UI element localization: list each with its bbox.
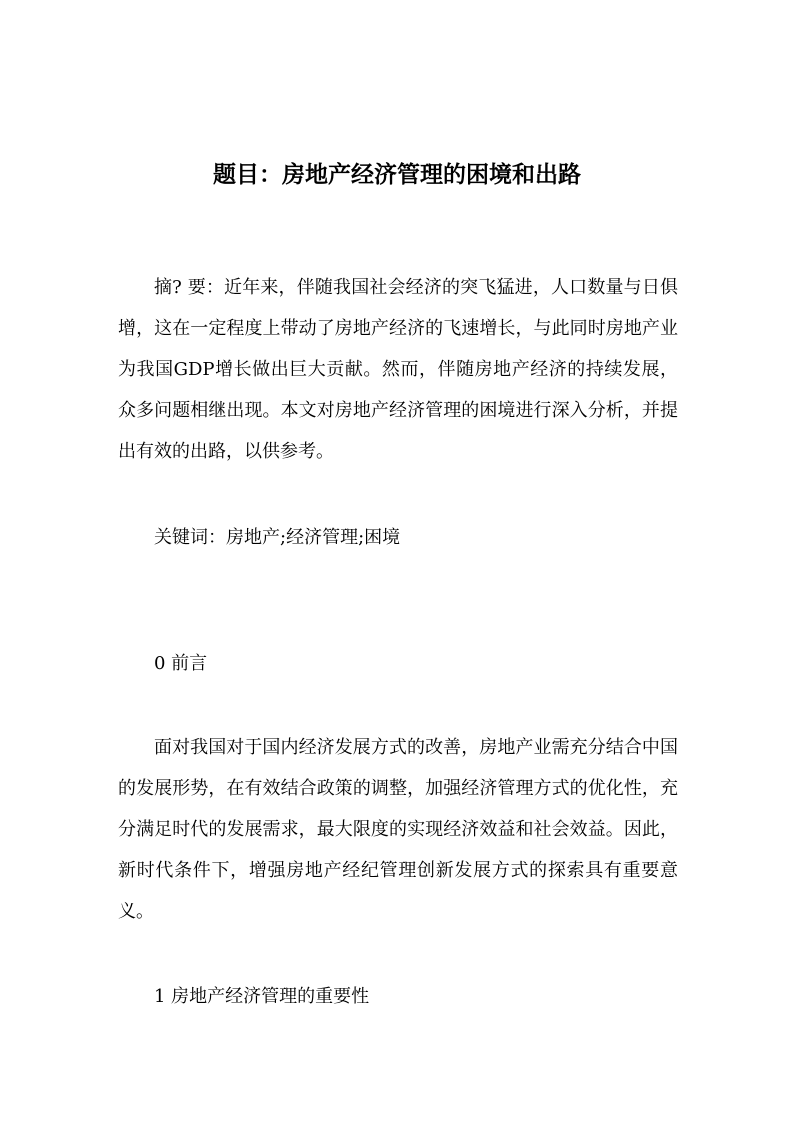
abstract-paragraph: 摘? 要：近年来，伴随我国社会经济的突飞猛进，人口数量与日俱增，这在一定程度上带动了房地产经济的飞速增长，与此同时房地产业为我国GDP增长做出巨大贡献。然而，伴随房地产经济的持续发展，众多问题相继出现。本文对房地产经济管理的困境进行深入分析，并提出有效的出路，以供参考。 bbox=[118, 277, 678, 462]
document-title: 题目：房地产经济管理的困境和出路 bbox=[213, 162, 581, 188]
preface-paragraph: 面对我国对于国内经济发展方式的改善，房地产业需充分结合中国的发展形势，在有效结合政策的调整，加强经济管理方式的优化性，充分满足时代的发展需求，最大限度的实现经济效益和社会效益。因此，新时代条件下，增强房地产经纪管理创新发展方式的探索具有重要意义。 bbox=[118, 737, 678, 922]
keywords-line: 关键词：房地产;经济管理;困境 bbox=[154, 527, 401, 548]
section-heading-preface: 0 前言 bbox=[154, 653, 208, 674]
section-heading-importance: 1 房地产经济管理的重要性 bbox=[154, 986, 370, 1007]
